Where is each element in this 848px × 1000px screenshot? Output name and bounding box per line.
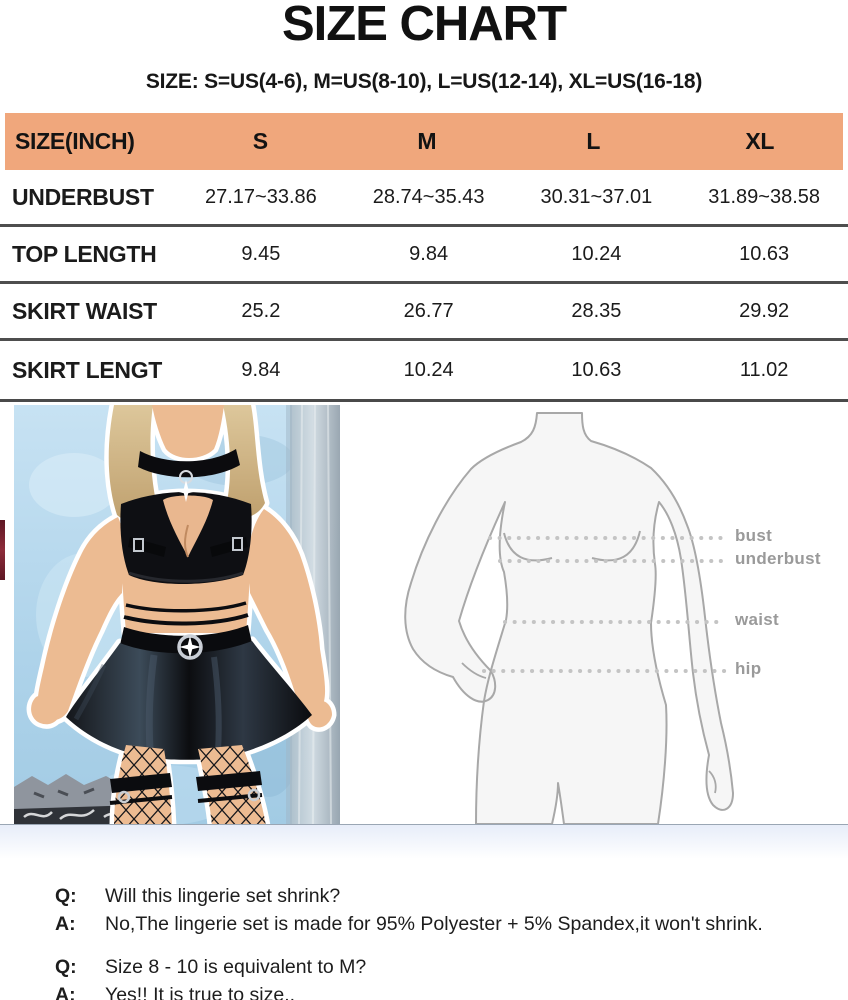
- size-key-text: SIZE: S=US(4-6), M=US(8-10), L=US(12-14), XL=US(16-18): [145, 70, 703, 93]
- answer-label: A:: [55, 913, 76, 935]
- faq-section: [55, 882, 815, 1000]
- header-cell-s: S: [252, 128, 268, 154]
- row-label: TOP LENGTH: [12, 240, 157, 267]
- question-text: Will this lingerie set shrink?: [105, 885, 341, 907]
- question-text: Size 8 - 10 is equivalent to M?: [105, 956, 367, 978]
- photo-edge-sliver: [0, 520, 5, 580]
- row-label: SKIRT LENGT: [12, 356, 163, 383]
- cell-value: 26.77: [403, 299, 454, 322]
- page-title: SIZE CHART: [282, 0, 566, 51]
- cell-value: 30.31~37.01: [540, 185, 653, 208]
- diagram-label-underbust: underbust: [735, 549, 821, 568]
- cell-value: 10.63: [739, 242, 790, 265]
- diagram-label-waist: waist: [735, 610, 780, 629]
- size-table: [0, 113, 848, 399]
- answer-label: A:: [55, 984, 76, 1000]
- header-cell-xl: XL: [745, 128, 775, 154]
- media-section: [0, 399, 848, 827]
- header-cell-m: M: [417, 128, 437, 154]
- cell-value: 10.63: [571, 358, 622, 381]
- cell-value: 11.02: [739, 358, 789, 381]
- question-label: Q:: [55, 956, 77, 978]
- cell-value: 9.45: [241, 242, 281, 265]
- diagram-label-bust: bust: [735, 526, 773, 545]
- table-row-skirt-waist: [0, 284, 848, 341]
- cell-value: 28.35: [571, 299, 622, 322]
- header-cell-l: L: [586, 128, 601, 154]
- size-table-header-row: [5, 113, 843, 170]
- cell-value: 31.89~38.58: [708, 185, 821, 208]
- row-label: SKIRT WAIST: [12, 297, 157, 324]
- section-divider-band: [0, 824, 848, 859]
- table-row-top-length: [0, 227, 848, 284]
- cell-value: 25.2: [241, 299, 281, 322]
- cell-value: 10.24: [403, 358, 454, 381]
- faq-gap: [55, 938, 815, 953]
- answer-text: Yes!! It is true to size..: [105, 984, 296, 1000]
- faq-answer-1: [55, 910, 815, 938]
- cell-value: 9.84: [409, 242, 449, 265]
- cell-value: 10.24: [571, 242, 622, 265]
- header-cell-size-inch: SIZE(INCH): [15, 128, 135, 154]
- table-row-underbust: [0, 170, 848, 227]
- answer-text: No,The lingerie set is made for 95% Polyester + 5% Spandex,it won't shrink.: [105, 913, 763, 935]
- diagram-label-hip: hip: [735, 659, 762, 678]
- cell-value: 9.84: [241, 358, 281, 381]
- product-photo: [14, 405, 340, 826]
- table-row-skirt-length: [0, 341, 848, 399]
- cell-value: 29.92: [739, 299, 790, 322]
- faq-question-2: [55, 953, 815, 981]
- question-label: Q:: [55, 885, 77, 907]
- row-label: UNDERBUST: [12, 183, 154, 210]
- faq-answer-2: [55, 981, 815, 1000]
- body-measurement-diagram: [400, 405, 848, 826]
- cell-value: 28.74~35.43: [372, 185, 485, 208]
- cell-value: 27.17~33.86: [204, 185, 317, 208]
- faq-question-1: [55, 882, 815, 910]
